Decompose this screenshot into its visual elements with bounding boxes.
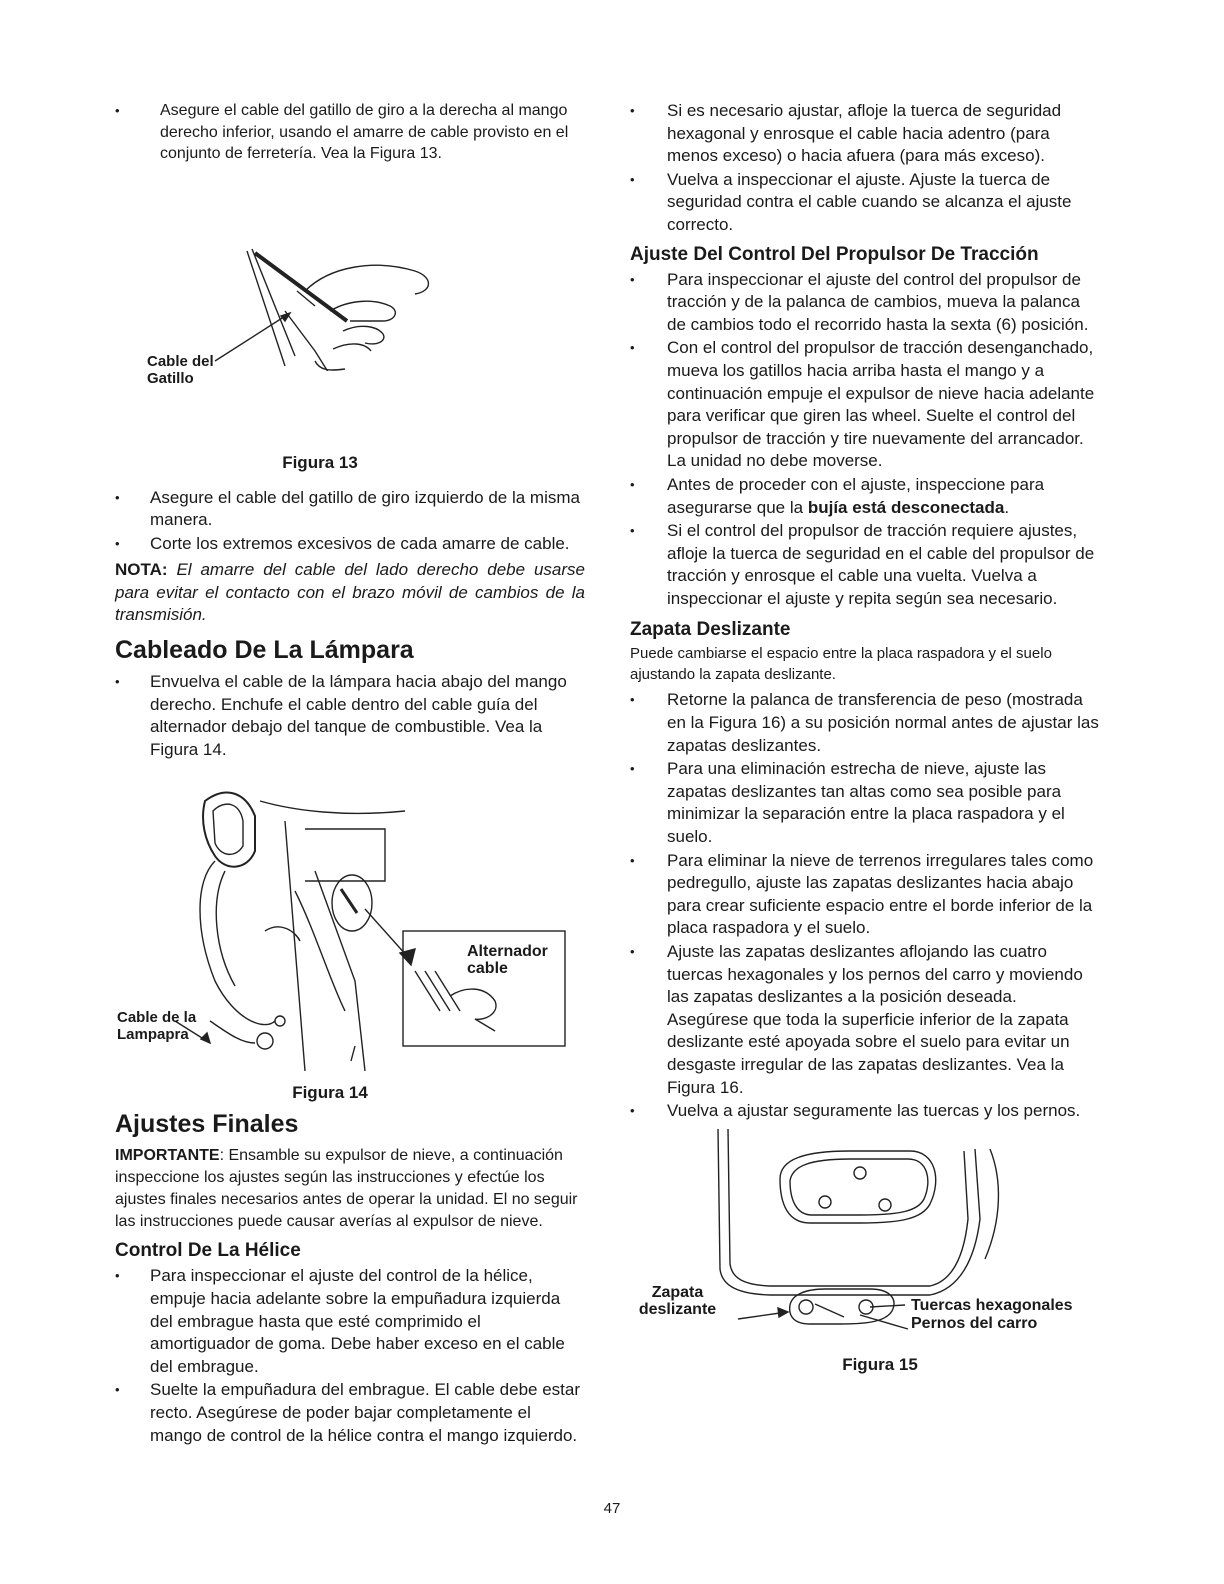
note-label: NOTA: bbox=[115, 560, 168, 580]
section-title-lamp-wiring: Cableado De La Lámpara bbox=[115, 636, 414, 665]
list-item: • Vuelva a inspeccionar el ajuste. Ajuste la tuerca de seguridad contra el cable cuando se alcanza el ajuste correcto. bbox=[630, 169, 1100, 237]
page-number: 47 bbox=[603, 1500, 621, 1517]
bullet3-post: . bbox=[1004, 497, 1010, 517]
bullet-list-auger bbox=[115, 1265, 585, 1447]
left-column bbox=[115, 100, 585, 1448]
bullet-list-top-right bbox=[630, 100, 1100, 237]
list-item: • Vuelva a ajustar seguramente las tuercas y los pernos. bbox=[630, 1100, 1100, 1123]
note-paragraph bbox=[115, 559, 585, 627]
figure-14-caption: Figura 14 bbox=[292, 1083, 368, 1103]
section-title-auger-control: Control De La Hélice bbox=[115, 1240, 301, 1262]
bullet-list-after-fig13 bbox=[115, 487, 585, 556]
list-item: • Retorne la palanca de transferencia de peso (mostrada en la Figura 16) a su posición normal antes de ajustar las zapatas deslizantes. bbox=[630, 689, 1100, 757]
list-item: • Si es necesario ajustar, afloje la tuerca de seguridad hexagonal y enrosque el cable hacia adentro (para menos exceso) o hacia afuera (para más exceso). bbox=[630, 100, 1100, 168]
list-item bbox=[630, 474, 1100, 519]
figure-13 bbox=[115, 171, 585, 387]
figure-14-label-alternator: Alternador cable bbox=[467, 943, 548, 978]
list-item: • Para inspeccionar el ajuste del control de la hélice, empuje hacia adelante sobre la empuñadura izquierda del embrague hasta que esté comprimido el amortiguador de goma. Debe haber exceso en el cable del embrague. bbox=[115, 1265, 585, 1378]
section-title-traction-drive: Ajuste Del Control Del Propulsor De Tracción bbox=[630, 243, 1039, 265]
list-item: • Ajuste las zapatas deslizantes aflojando las cuatro tuercas hexagonales y los pernos del carro y moviendo las zapatas deslizantes a la posición deseada. Asegúrese que toda la superficie inferior de la zapata deslizante esté apoyada sobre el suelo para evitar un desgaste irregular de las zapatas deslizantes. Vea la Figura 16. bbox=[630, 941, 1100, 1099]
list-item: • Si el control del propulsor de tracción requiere ajustes, afloje la tuerca de seguridad en el cable del propulsor de tracción y enrosque el cable una vuelta. Vuelva a inspeccionar el ajuste y repita según sea necesario. bbox=[630, 520, 1100, 610]
right-column bbox=[630, 100, 1100, 1375]
figure-15-label-hex-nuts: Tuercas hexagonales bbox=[911, 1296, 1073, 1314]
figure-14 bbox=[115, 781, 585, 1071]
bullet-list-top-left bbox=[115, 100, 585, 165]
bullet-list-traction bbox=[630, 269, 1100, 611]
figure-13-label: Cable del Gatillo bbox=[147, 352, 214, 387]
figure-15-label-carriage-bolts: Pernos del carro bbox=[911, 1314, 1038, 1332]
bullet-list-lamp bbox=[115, 671, 585, 761]
section-title-final-adjustments: Ajustes Finales bbox=[115, 1110, 299, 1139]
list-item: • Para inspeccionar el ajuste del control del propulsor de tracción y de la palanca de cambios, mueva la palanca de cambios todo el recorrido hasta la sexta (6) posición. bbox=[630, 269, 1100, 337]
bullet3-bold: bujía está desconectada bbox=[807, 497, 1005, 517]
list-item: • Para una eliminación estrecha de nieve, ajuste las zapatas deslizantes tan altas como sea posible para minimizar la separación entre la placa raspadora y el suelo. bbox=[630, 758, 1100, 848]
important-label: IMPORTANTE bbox=[115, 1147, 220, 1165]
list-item: • Con el control del propulsor de tracción desenganchado, mueva los gatillos hacia arriba hasta el mango y a continuación empuje el expulsor de nieve hacia adelante para verificar que giren las wheel. Suelte el control del propulsor de tracción y tire nuevamente del arrancador. La unidad no debe moverse. bbox=[630, 337, 1100, 473]
figure-15-label-skid-shoe: Zapata deslizante bbox=[638, 1283, 717, 1318]
list-item: • Asegure el cable del gatillo de giro izquierdo de la misma manera. bbox=[115, 487, 585, 532]
figure-13-caption: Figura 13 bbox=[282, 452, 358, 472]
figure-15 bbox=[630, 1129, 1100, 1339]
note-text: El amarre del cable del lado derecho debe usarse para evitar el contacto con el brazo móvil de cambios de la transmisión. bbox=[115, 560, 585, 625]
important-text: : Ensamble su expulsor de nieve, a continuación inspeccione los ajustes según las instrucciones y efectúe los ajustes finales necesarios antes de operar la unidad. El no seguir las instrucciones puede causar averías al expulsor de nieve. bbox=[115, 1147, 578, 1231]
bullet-list-skid-shoe bbox=[630, 689, 1100, 1122]
list-item: • Corte los extremos excesivos de cada amarre de cable. bbox=[115, 533, 585, 556]
figure-15-caption: Figura 15 bbox=[842, 1354, 918, 1374]
trigger-cable-illustration bbox=[115, 171, 585, 371]
skid-shoe-intro: Puede cambiarse el espacio entre la placa raspadora y el suelo ajustando la zapata deslizante. bbox=[630, 645, 1052, 683]
important-paragraph bbox=[115, 1145, 585, 1233]
list-item: • Asegure el cable del gatillo de giro a la derecha al mango derecho inferior, usando el amarre de cable provisto en el conjunto de ferretería. Vea la Figura 13. bbox=[115, 100, 585, 165]
figure-14-label-lamp: Cable de la Lampapra bbox=[117, 1009, 197, 1044]
list-item: • Envuelva el cable de la lámpara hacia abajo del mango derecho. Enchufe el cable dentro del cable guía del alternador debajo del tanque de combustible. Vea la Figura 14. bbox=[115, 671, 585, 761]
list-item: • Suelte la empuñadura del embrague. El cable debe estar recto. Asegúrese de poder bajar completamente el mango de control de la hélice contra el mango izquierdo. bbox=[115, 1379, 585, 1447]
section-title-skid-shoe: Zapata Deslizante bbox=[630, 619, 791, 641]
list-item: • Para eliminar la nieve de terrenos irregulares tales como pedregullo, ajuste las zapatas deslizantes hacia abajo para crear suficiente espacio entre el borde inferior de la placa raspadora y el suelo. bbox=[630, 850, 1100, 940]
bullet3-pre: Antes de proceder con el ajuste, inspeccione para asegurarse que la bbox=[667, 474, 1045, 517]
